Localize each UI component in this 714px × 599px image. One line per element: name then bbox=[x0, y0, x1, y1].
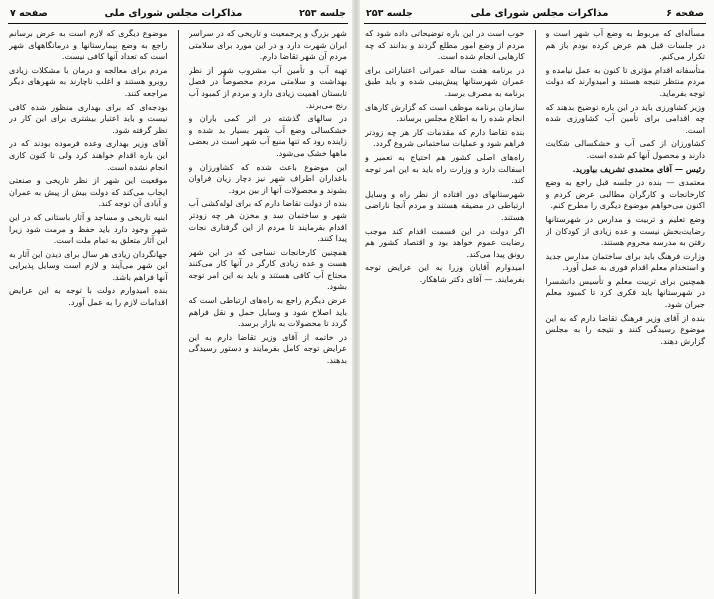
paragraph: عرض دیگرم راجع به راه‌های ارتباطی است که باید اصلاح شود و وسایل حمل و نقل فراهم گردد تا محصولات به بازار برسد. bbox=[188, 295, 347, 329]
paragraph: متأسفانه اقدام مؤثری تا کنون به عمل نیامده و مردم منتظر نتیجه هستند و امیدوارند که دولت توجه بفرماید. bbox=[545, 64, 705, 98]
left-page-header bbox=[6, 4, 350, 22]
right-page-columns bbox=[362, 28, 708, 594]
right-column-right bbox=[546, 28, 706, 594]
paragraph: بنده از دولت تقاضا دارم که برای لوله‌کشی آب شهر و ساختمان سد و مخزن هر چه زودتر اقدام بفرمایند تا مردم از این گرفتاری نجات پیدا کنند. bbox=[188, 198, 347, 244]
paragraph: تهیه آب و تأمین آب مشروب شهر از نظر بهداشت و سلامتی مردم مخصوصاً در فصل تابستان اهمیت زیادی دارد و مردم از کمبود آب رنج می‌برند. bbox=[188, 64, 347, 110]
paragraph: بنده امیدوارم دولت با توجه به این عرایض اقدامات لازم را به عمل آورد. bbox=[9, 285, 168, 308]
left-page bbox=[6, 4, 350, 594]
left-page-number: صفحه ۷ bbox=[10, 7, 48, 19]
right-page-title: مذاکرات مجلس شورای ملی bbox=[470, 7, 609, 19]
paragraph: جهانگردان زیادی هر سال برای دیدن این آثار به این شهر می‌آیند و لازم است وسایل پذیرایی آنها فراهم باشد. bbox=[9, 248, 168, 282]
paragraph: بنده تقاضا دارم که مقدمات کار هر چه زودتر فراهم شود و عملیات ساختمانی شروع گردد. bbox=[365, 126, 525, 149]
paragraph: در خاتمه از آقای وزیر تقاضا دارم به این عرایض توجه کامل بفرمایند و دستور رسیدگی بدهند. bbox=[188, 331, 347, 366]
left-header-rule bbox=[8, 23, 348, 24]
right-page bbox=[362, 4, 708, 594]
paragraph: آقای وزیر بهداری وعده فرموده بودند که در این باره اقدام خواهند کرد ولی تا کنون کاری انجام نشده است. bbox=[9, 138, 168, 172]
paragraph: خوب است در این باره توضیحاتی داده شود که مردم از وضع امور مطلع گردند و بدانند که چه کارهایی انجام شده است. bbox=[365, 28, 525, 62]
column-divider bbox=[535, 30, 536, 594]
paragraph: وزیر کشاورزی باید در این باره توضیح بدهند که چه اقدامی برای تأمین آب کشاورزی شده است. bbox=[545, 101, 705, 135]
paragraph: در برنامه هفت ساله عمرانی اعتباراتی برای عمران شهرستانها پیش‌بینی شده و باید طبق برنامه به مصرف برسد. bbox=[365, 64, 525, 98]
paragraph: وضع تعلیم و تربیت و مدارس در شهرستانها رضایت‌بخش نیست و عده زیادی از کودکان از رفتن به مدرسه محروم هستند. bbox=[545, 213, 705, 248]
right-page-header bbox=[362, 4, 708, 22]
paragraph: مردم برای معالجه و درمان با مشکلات زیادی روبرو هستند و اغلب ناچارند به شهرهای دیگر مراجعه کنند. bbox=[9, 64, 168, 98]
left-column-left bbox=[9, 28, 168, 594]
speaker-line: رئیس — آقای معتمدی تشریف بیاورید. bbox=[572, 163, 705, 174]
paragraph: موقعیت این شهر از نظر تاریخی و صنعتی ایجاب می‌کند که دولت بیش از پیش به عمران و آبادی آن توجه کند. bbox=[9, 175, 168, 209]
paragraph: بنده از آقای وزیر فرهنگ تقاضا دارم که به این موضوع رسیدگی کنند و نتیجه را به مجلس گزارش دهند. bbox=[545, 312, 705, 346]
column-divider bbox=[178, 30, 179, 594]
paragraph: معتمدی — بنده در جلسه قبل راجع به وضع کارخانجات و کارگران مطالبی عرض کردم و اکنون می‌خواهم موضوع دیگری را مطرح کنم. bbox=[545, 177, 705, 211]
left-column-right bbox=[189, 28, 348, 594]
left-page-title: مذاکرات مجلس شورای ملی bbox=[104, 7, 243, 19]
paragraph: کشاورزان از کمی آب و خشکسالی شکایت دارند و محصول آنها کم شده است. bbox=[545, 138, 705, 160]
paragraph: امیدوارم آقایان وزرا به این عرایض توجه بفرمایند. — آقای دکتر شاهکار. bbox=[365, 262, 525, 284]
page-gutter bbox=[352, 0, 360, 599]
paragraph: وزارت فرهنگ باید برای ساختمان مدارس جدید و استخدام معلم اقدام فوری به عمل آورد. bbox=[545, 250, 705, 273]
paragraph: همچنین کارخانجات نساجی که در این شهر هست و عده زیادی کارگر در آنها کار می‌کنند محتاج آب کافی هستند و باید به این امر توجه بشود. bbox=[188, 246, 347, 292]
paragraph: در سالهای گذشته در اثر کمی باران و خشکسالی وضع آب شهر بسیار بد شده و زاینده رود که تنها منبع آب شهر است در بعضی ماهها خشک می‌شود. bbox=[188, 113, 347, 158]
right-session-label: جلسه ۲۵۳ bbox=[366, 7, 413, 19]
right-header-rule bbox=[364, 23, 706, 24]
paragraph: اگر دولت در این قسمت اقدام کند موجب رضایت عموم خواهد بود و اقتصاد کشور هم رونق پیدا می‌کند. bbox=[365, 225, 525, 259]
paragraph: ابنیه تاریخی و مساجد و آثار باستانی که در این شهر وجود دارد باید حفظ و مرمت شود زیرا این آثار متعلق به تمام ملت است. bbox=[9, 211, 168, 246]
right-column-left bbox=[365, 28, 525, 594]
paragraph: سازمان برنامه موظف است که گزارش کارهای انجام شده را به اطلاع مجلس برساند. bbox=[365, 101, 525, 124]
right-page-number: صفحه ۶ bbox=[666, 7, 704, 19]
paragraph: بودجه‌ای که برای بهداری منظور شده کافی نیست و باید اعتبار بیشتری برای این کار در نظر گرفته شود. bbox=[9, 101, 168, 135]
paragraph: شهرستانهای دور افتاده از نظر راه و وسایل ارتباطی در مضیقه هستند و مردم آنجا ناراضی هستند. bbox=[365, 188, 525, 222]
paragraph: شهر بزرگ و پرجمعیت و تاریخی که در سراسر ایران شهرت دارد و در این مورد برای سلامتی مردم آن شهر تقاضا دارم. bbox=[188, 28, 347, 62]
paragraph: این موضوع باعث شده که کشاورزان و باغداران اطراف شهر نیز دچار زیان فراوان بشوند و محصولات آنها از بین برود. bbox=[188, 161, 347, 195]
paragraph: همچنین برای تربیت معلم و تأسیس دانشسرا در شهرستانها باید فکری کرد تا کمبود معلم جبران شود. bbox=[545, 275, 705, 310]
left-page-columns bbox=[6, 28, 350, 594]
paragraph: راه‌های اصلی کشور هم احتیاج به تعمیر و اسفالت دارد و وزارت راه باید به این امر توجه کند. bbox=[365, 151, 525, 186]
paragraph: موضوع دیگری که لازم است به عرض برسانم راجع به وضع بیمارستانها و درمانگاههای شهر است که تعداد آنها کافی نیست. bbox=[9, 28, 168, 62]
left-session-label: جلسه ۲۵۳ bbox=[299, 7, 346, 19]
paragraph: مسأله‌ای که مربوط به وضع آب شهر است و در جلسات قبل هم عرض کرده بودم باز هم تکرار می‌کنم. bbox=[545, 28, 705, 62]
